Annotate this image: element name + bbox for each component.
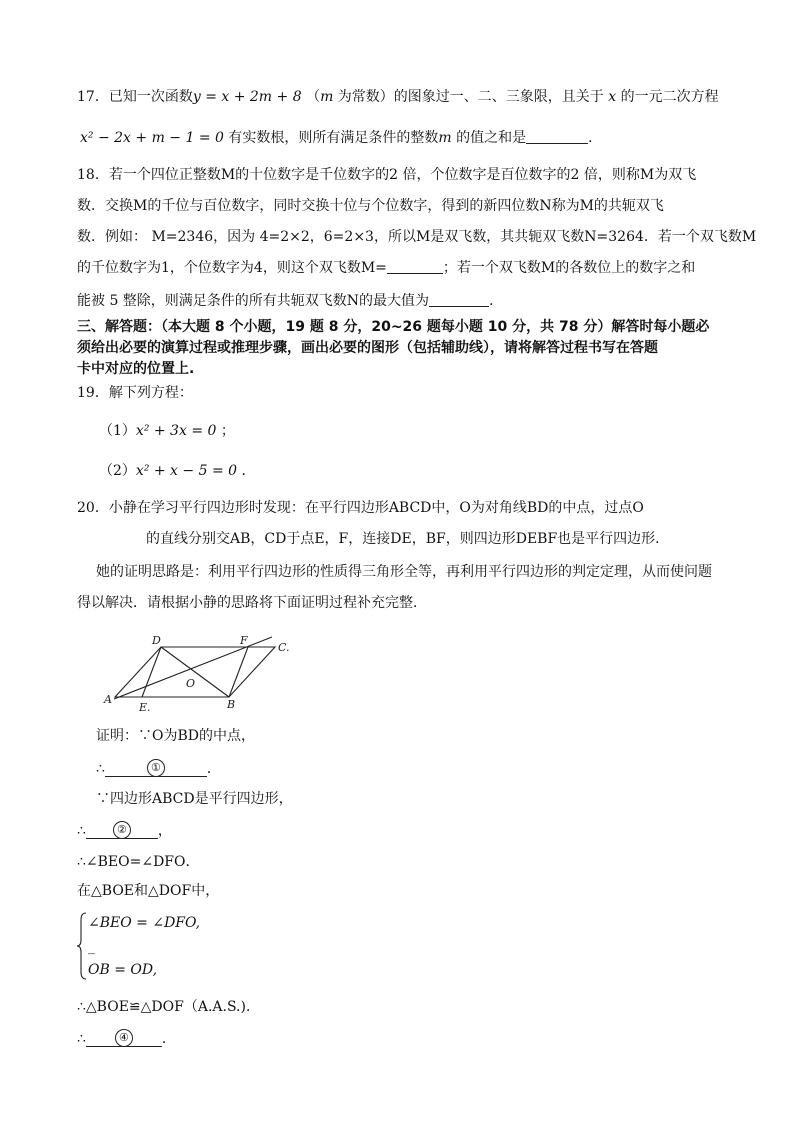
proof-line5: ∴∠BEO=∠DFO． xyxy=(77,854,200,870)
proof-line7: ∴△BOE≌△DOF（A.A.S.)． xyxy=(77,999,260,1015)
q17-equation: x² − 2x + m − 1 = 0 xyxy=(80,130,224,146)
q18-line5 xyxy=(77,292,503,310)
proof-blank-2[interactable] xyxy=(86,824,158,839)
q18-answer-blank-1[interactable] xyxy=(387,259,443,274)
system-line3: OB = OD, xyxy=(88,962,158,978)
proof-line8 xyxy=(77,1030,176,1048)
parallelogram-figure xyxy=(98,630,298,715)
segment-bf xyxy=(229,647,248,697)
q18-text-a: 的千位数字为1，个位数字为4，则这个双飞数M= xyxy=(77,260,387,276)
q18-line1: 18．若一个四位正整数M的十位数字是千位数字的2 倍，个位数字是百位数字的2 倍，则称M为双飞 xyxy=(77,167,697,183)
system-brace xyxy=(76,912,88,980)
section3-line1: 三、解答题：（本大题 8 个小题，19 题 8 分，20~26 题每小题 10 分，共 78 分）解答时每小题必 xyxy=(77,319,710,335)
system-line1: ∠BEO = ∠DFO, xyxy=(88,915,201,931)
section3-line3: 卡中对应的位置上. xyxy=(77,361,195,377)
q19-part2-label: （2） xyxy=(99,463,136,479)
label-o: O xyxy=(186,677,196,690)
therefore-symbol: ∴ xyxy=(96,761,105,777)
q17-text-c: 为常数）的图象过一、二、三象限，且关于 xyxy=(333,89,604,105)
q17-text-a: 17．已知一次函数 xyxy=(77,89,193,105)
q19-part1-end: ； xyxy=(220,423,235,439)
q18-text-c: 能被 5 整除，则满足条件的所有共轭双飞数N的最大值为 xyxy=(77,293,430,309)
q19-part2-equation: x² + x − 5 = 0 xyxy=(135,463,238,479)
q17-text-d: 的一元二次方程 xyxy=(620,89,719,105)
proof-end-2: ， xyxy=(157,823,172,839)
q19-part2 xyxy=(99,462,256,480)
q17-text-f: 的值之和是 xyxy=(456,130,527,146)
proof-line6: 在△BOE和△DOF中， xyxy=(77,883,220,899)
proof-end-4: ． xyxy=(161,1031,176,1047)
q17-answer-blank[interactable] xyxy=(526,129,588,144)
q17-function: y = x + 2m + 8 xyxy=(192,89,302,105)
q19-title: 19．解下列方程： xyxy=(77,385,193,401)
q17-text-b: （ xyxy=(306,89,321,105)
label-e: E. xyxy=(139,701,151,714)
q17-end: ． xyxy=(588,130,603,146)
q19-part2-end: ． xyxy=(241,463,256,479)
proof-blank-4[interactable] xyxy=(86,1032,162,1047)
proof-line1: 证明：∵O为BD的中点， xyxy=(96,728,255,744)
proof-line4 xyxy=(77,822,172,840)
q18-line3: 数．例如： M=2346，因为 4=2×2，6=2×3，所以M是双飞数，其共轭双飞数N=3264．若一个双飞数M xyxy=(77,229,757,245)
q20-line4: 得以解决．请根据小静的思路将下面证明过程补充完整． xyxy=(77,595,427,611)
q17-line2 xyxy=(80,129,602,147)
therefore-symbol: ∴ xyxy=(77,1031,86,1047)
q17-m2: m xyxy=(438,130,452,146)
q19-part1-label: （1） xyxy=(99,423,136,439)
q18-line4 xyxy=(77,259,695,277)
proof-blank-1[interactable] xyxy=(105,762,207,777)
circled-number-2: ② xyxy=(113,821,131,839)
q17-line1 xyxy=(77,88,719,106)
q17-m: m xyxy=(320,89,334,105)
circled-number-1: ① xyxy=(147,759,165,777)
circled-number-4: ④ xyxy=(115,1029,133,1047)
q18-text-d: ． xyxy=(489,293,504,309)
q17-text-e: 有实数根，则所有满足条件的整数 xyxy=(228,130,439,146)
label-c: C. xyxy=(278,641,290,654)
label-b: B xyxy=(227,698,236,711)
q17-x: x xyxy=(608,89,617,105)
therefore-symbol: ∴ xyxy=(77,823,86,839)
q18-line2: 数．交换M的千位与百位数字，同时交换十位与个位数字，得到的新四位数N称为M的共轭双飞 xyxy=(77,198,664,214)
proof-line2 xyxy=(96,760,221,778)
label-a: A xyxy=(104,693,112,706)
label-d: D xyxy=(152,634,161,647)
proof-line3: ∵四边形ABCD是平行四边形， xyxy=(96,791,293,807)
q20-line1: 20．小静在学习平行四边形时发现：在平行四边形ABCD中，O为对角线BD的中点，过点O xyxy=(77,500,644,516)
q18-answer-blank-2[interactable] xyxy=(429,292,489,307)
system-line2: _ xyxy=(88,939,95,955)
q20-line2: 的直线分别交AB，CD于点E，F，连接DE，BF，则四边形DEBF也是平行四边形． xyxy=(146,531,670,547)
label-f: F xyxy=(240,634,248,647)
q19-part1 xyxy=(99,422,235,440)
q19-part1-equation: x² + 3x = 0 xyxy=(135,423,217,439)
segment-de xyxy=(142,647,161,697)
proof-end-1: ． xyxy=(206,761,221,777)
section3-line2: 须给出必要的演算过程或推理步骤，画出必要的图形（包括辅助线），请将解答过程书写在答题 xyxy=(77,340,658,356)
q20-line3: 她的证明思路是：利用平行四边形的性质得三角形全等，再利用平行四边形的判定定理，从而使问题 xyxy=(96,564,712,580)
q18-text-b: ；若一个双飞数M的各数位上的数字之和 xyxy=(442,260,696,276)
